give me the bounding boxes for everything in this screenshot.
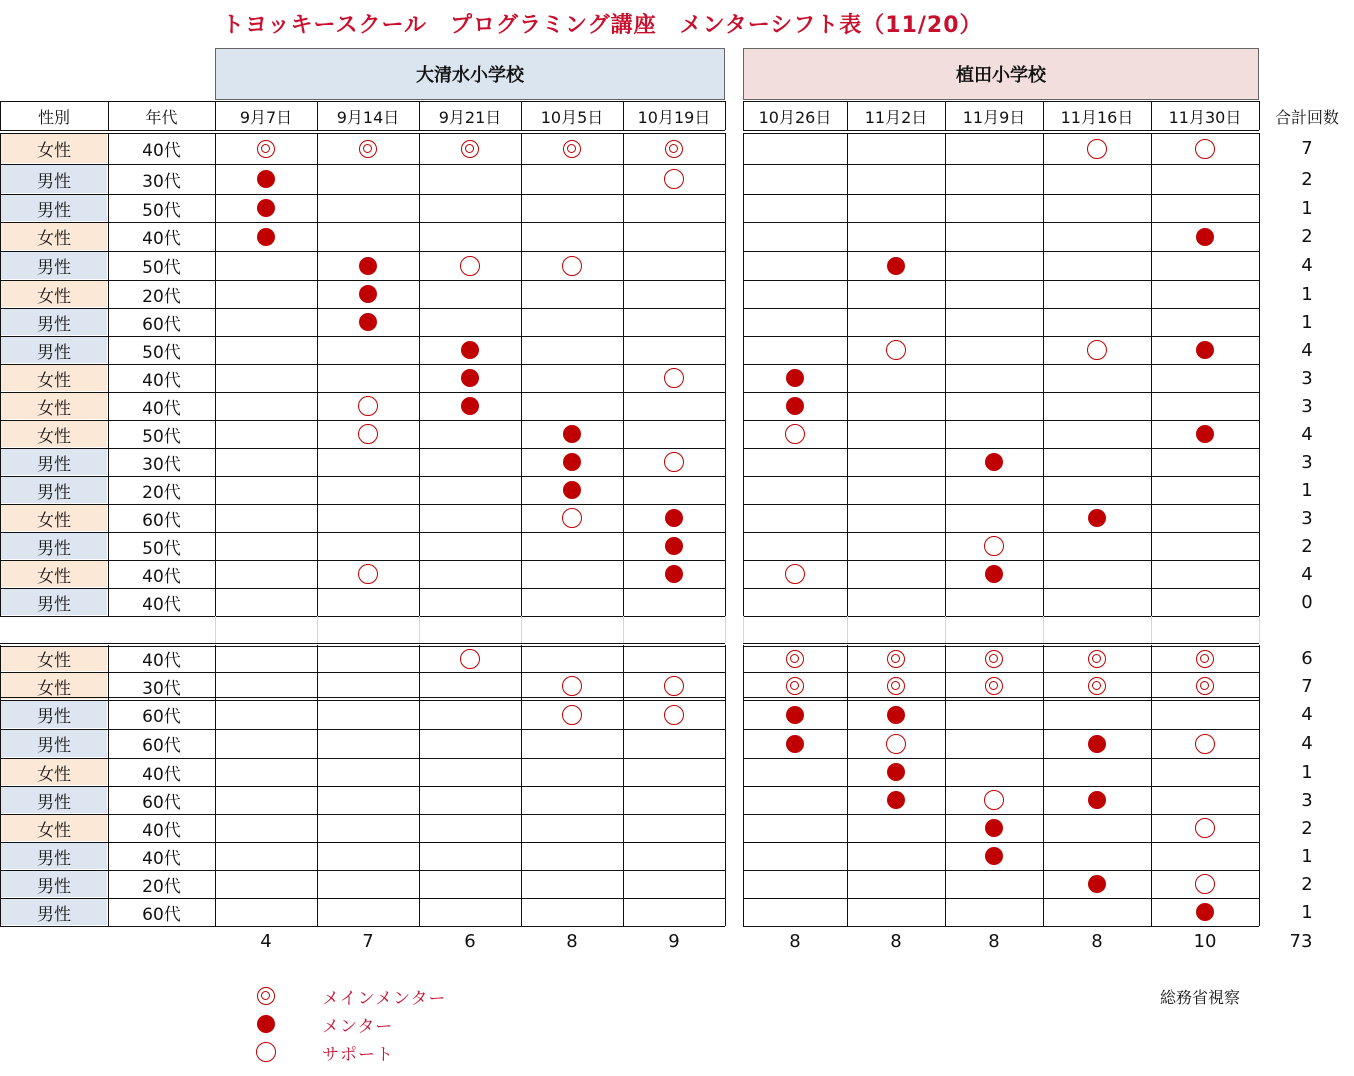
age-cell: 30代 — [142, 454, 181, 475]
mentor-icon — [1196, 425, 1214, 443]
row-total: 3 — [1301, 507, 1313, 529]
support-icon — [1195, 734, 1215, 754]
main-mentor-icon — [1088, 677, 1106, 695]
gender-cell: 男性 — [1, 449, 107, 475]
row-total: 1 — [1301, 283, 1313, 305]
column-total: 7 — [362, 930, 374, 952]
mentor-icon — [887, 257, 905, 275]
grid-line — [1259, 645, 1260, 926]
grid-line — [743, 926, 1259, 927]
row-total: 1 — [1301, 197, 1313, 219]
grid-line — [743, 251, 1259, 252]
grid-line — [945, 101, 946, 130]
blank-gridline — [1259, 616, 1260, 643]
age-cell: 60代 — [142, 904, 181, 925]
grid-line — [743, 532, 1259, 533]
blank-gridline — [521, 616, 522, 643]
mentor-icon — [1088, 791, 1106, 809]
grid-line — [317, 101, 318, 130]
gender-cell: 女性 — [1, 223, 107, 250]
mentor-icon — [359, 285, 377, 303]
mentor-icon — [257, 1015, 275, 1033]
main-mentor-icon — [1196, 677, 1214, 695]
grid-line — [419, 645, 420, 926]
row-total: 4 — [1301, 704, 1313, 725]
observer-note: 総務省視察 — [1160, 988, 1241, 1007]
mentor-icon — [461, 397, 479, 415]
age-cell: 30代 — [142, 678, 181, 699]
support-icon — [562, 705, 582, 725]
main-mentor-icon — [985, 650, 1003, 668]
grid-line — [0, 616, 725, 617]
row-total: 4 — [1301, 255, 1313, 276]
main-mentor-icon — [887, 650, 905, 668]
age-cell: 40代 — [142, 229, 181, 249]
row-total: 0 — [1301, 591, 1313, 613]
grid-line — [743, 130, 1259, 131]
row-total: 1 — [1301, 479, 1313, 501]
support-icon — [785, 424, 805, 444]
grid-line — [743, 672, 1259, 673]
grid-line — [743, 700, 1259, 701]
age-cell: 40代 — [142, 141, 181, 161]
grid-line — [743, 420, 1259, 421]
grid-line — [1259, 133, 1260, 616]
support-icon — [664, 368, 684, 388]
mentor-icon — [1088, 875, 1106, 893]
support-icon — [358, 396, 378, 416]
blank-gridline — [1043, 616, 1044, 643]
grid-line — [743, 194, 1259, 195]
age-cell: 60代 — [142, 736, 181, 756]
grid-line — [1151, 133, 1152, 616]
mentor-icon — [887, 791, 905, 809]
grid-line — [743, 504, 1259, 505]
row-total: 6 — [1301, 648, 1313, 669]
mentor-icon — [563, 425, 581, 443]
support-icon — [886, 734, 906, 754]
mentor-icon — [1088, 509, 1106, 527]
gender-cell: 男性 — [1, 337, 107, 363]
age-cell: 40代 — [142, 566, 181, 587]
date-header: 11月30日 — [1168, 107, 1242, 127]
page-title: トヨッキースクール プログラミング講座 メンターシフト表（11/20） — [222, 13, 983, 38]
age-cell: 60代 — [142, 792, 181, 813]
blank-gridline — [215, 616, 216, 643]
date-header: 11月16日 — [1060, 107, 1134, 127]
grid-line — [521, 133, 522, 616]
grid-line — [108, 101, 109, 130]
main-mentor-icon — [786, 677, 804, 695]
mentor-icon — [563, 453, 581, 471]
row-total: 7 — [1301, 138, 1313, 159]
age-cell: 40代 — [142, 764, 181, 785]
row-total: 4 — [1301, 423, 1313, 445]
grand-total: 73 — [1289, 930, 1313, 952]
grid-line — [0, 700, 725, 701]
mentor-icon — [887, 763, 905, 781]
main-mentor-icon — [257, 140, 275, 158]
support-icon — [664, 452, 684, 472]
column-header-total: 合計回数 — [1274, 107, 1339, 127]
main-mentor-icon — [563, 140, 581, 158]
grid-line — [847, 133, 848, 616]
gender-cell: 男性 — [1, 589, 107, 615]
blank-gridline — [945, 616, 946, 643]
legend-label: メンター — [322, 1017, 394, 1037]
support-icon — [664, 705, 684, 725]
grid-line — [623, 133, 624, 616]
blank-gridline — [317, 616, 318, 643]
legend-label: サポート — [322, 1045, 394, 1065]
grid-line — [743, 758, 1259, 759]
date-header: 10月5日 — [540, 107, 604, 127]
grid-line — [0, 133, 725, 134]
age-cell: 60代 — [142, 314, 181, 335]
support-icon — [1195, 874, 1215, 894]
grid-line — [0, 130, 725, 131]
legend-label: メインメンター — [322, 989, 447, 1009]
mentor-icon — [461, 369, 479, 387]
support-icon — [984, 536, 1004, 556]
blank-gridline — [847, 616, 848, 643]
row-total: 2 — [1301, 535, 1313, 557]
support-icon — [785, 564, 805, 584]
gender-cell: 男性 — [1, 252, 107, 279]
gender-cell: 男性 — [1, 787, 107, 813]
grid-line — [108, 645, 109, 926]
support-icon — [460, 649, 480, 669]
row-total: 2 — [1301, 226, 1313, 247]
grid-line — [419, 133, 420, 616]
age-cell: 60代 — [142, 707, 181, 727]
mentor-icon — [665, 509, 683, 527]
grid-line — [1043, 645, 1044, 926]
mentor-icon — [1088, 735, 1106, 753]
support-icon — [562, 256, 582, 276]
grid-line — [743, 308, 1259, 309]
support-icon — [256, 1042, 276, 1062]
gender-cell: 女性 — [1, 365, 107, 391]
row-total: 1 — [1301, 311, 1313, 333]
mentor-icon — [257, 170, 275, 188]
age-cell: 20代 — [142, 876, 181, 897]
grid-line — [743, 448, 1259, 449]
main-mentor-icon — [786, 650, 804, 668]
support-icon — [1195, 139, 1215, 159]
grid-line — [743, 870, 1259, 871]
grid-line — [743, 643, 1259, 644]
gender-cell: 女性 — [1, 134, 107, 163]
support-icon — [664, 169, 684, 189]
age-cell: 20代 — [142, 482, 181, 503]
row-total: 4 — [1301, 733, 1313, 754]
gender-cell: 男性 — [1, 477, 107, 503]
mentor-icon — [786, 369, 804, 387]
grid-line — [215, 101, 216, 130]
age-cell: 40代 — [142, 848, 181, 869]
grid-line — [0, 926, 725, 927]
row-total: 7 — [1301, 675, 1313, 697]
grid-line — [1151, 101, 1152, 130]
main-mentor-icon — [257, 987, 275, 1005]
gender-cell: 女性 — [1, 759, 107, 785]
column-total: 8 — [1091, 930, 1103, 952]
date-header: 10月19日 — [637, 107, 711, 127]
blank-gridline — [743, 616, 744, 643]
gender-cell: 男性 — [1, 701, 107, 728]
row-total: 2 — [1301, 817, 1313, 839]
grid-line — [743, 364, 1259, 365]
date-header: 9月21日 — [438, 107, 502, 127]
column-header-gender: 性別 — [37, 107, 70, 127]
grid-line — [945, 133, 946, 616]
mentor-icon — [359, 313, 377, 331]
support-icon — [886, 340, 906, 360]
grid-line — [215, 133, 216, 616]
grid-line — [945, 645, 946, 926]
mentor-icon — [786, 397, 804, 415]
main-mentor-icon — [1088, 650, 1106, 668]
mentor-icon — [985, 565, 1003, 583]
date-header: 10月26日 — [758, 107, 832, 127]
column-header-age: 年代 — [145, 107, 178, 127]
age-cell: 20代 — [142, 286, 181, 307]
grid-line — [743, 616, 1259, 617]
main-mentor-icon — [665, 140, 683, 158]
mentor-icon — [665, 537, 683, 555]
grid-line — [743, 786, 1259, 787]
grid-line — [743, 101, 744, 130]
grid-line — [419, 101, 420, 130]
gender-cell: 女性 — [1, 281, 107, 307]
blank-gridline — [419, 616, 420, 643]
mentor-icon — [257, 228, 275, 246]
grid-line — [521, 645, 522, 926]
mentor-icon — [563, 481, 581, 499]
gender-cell: 男性 — [1, 309, 107, 335]
gender-cell: 女性 — [1, 505, 107, 531]
support-icon — [358, 564, 378, 584]
age-cell: 60代 — [142, 510, 181, 531]
main-mentor-icon — [887, 677, 905, 695]
grid-line — [1043, 101, 1044, 130]
main-mentor-icon — [1196, 650, 1214, 668]
grid-line — [743, 280, 1259, 281]
grid-line — [317, 645, 318, 926]
date-header: 9月7日 — [239, 107, 293, 127]
grid-line — [847, 101, 848, 130]
row-total: 3 — [1301, 367, 1313, 389]
mentor-icon — [1196, 903, 1214, 921]
grid-line — [743, 392, 1259, 393]
support-icon — [1087, 340, 1107, 360]
grid-line — [1151, 645, 1152, 926]
grid-line — [725, 133, 726, 616]
grid-line — [0, 133, 1, 616]
main-mentor-icon — [461, 140, 479, 158]
row-total: 4 — [1301, 339, 1313, 361]
column-total: 8 — [789, 930, 801, 952]
column-total: 6 — [464, 930, 476, 952]
gender-cell: 男性 — [1, 533, 107, 559]
support-icon — [562, 676, 582, 696]
age-cell: 40代 — [142, 651, 181, 671]
gender-cell: 男性 — [1, 730, 107, 757]
row-total: 3 — [1301, 789, 1313, 811]
support-icon — [1087, 139, 1107, 159]
school-header-oshimizu: 大清水小学校 — [215, 48, 725, 100]
grid-line — [725, 645, 726, 926]
gender-cell: 女性 — [1, 393, 107, 419]
mentor-icon — [887, 706, 905, 724]
grid-line — [317, 133, 318, 616]
row-total: 1 — [1301, 845, 1313, 867]
grid-line — [743, 133, 744, 616]
grid-line — [743, 560, 1259, 561]
age-cell: 50代 — [142, 258, 181, 278]
gender-cell: 女性 — [1, 815, 107, 841]
grid-line — [623, 645, 624, 926]
mentor-icon — [786, 735, 804, 753]
grid-line — [623, 101, 624, 130]
gender-cell: 男性 — [1, 871, 107, 897]
grid-line — [743, 646, 1259, 647]
age-cell: 50代 — [142, 426, 181, 447]
mentor-icon — [1196, 228, 1214, 246]
grid-line — [743, 101, 1259, 102]
grid-line — [847, 645, 848, 926]
grid-line — [743, 336, 1259, 337]
row-total: 3 — [1301, 451, 1313, 473]
grid-line — [743, 645, 744, 926]
grid-line — [521, 101, 522, 130]
grid-line — [0, 643, 725, 644]
column-total: 8 — [988, 930, 1000, 952]
column-total: 4 — [260, 930, 272, 952]
mentor-icon — [257, 199, 275, 217]
support-icon — [664, 676, 684, 696]
school-header-ueda: 植田小学校 — [743, 48, 1259, 100]
age-cell: 30代 — [142, 171, 181, 192]
support-icon — [460, 256, 480, 276]
age-cell: 50代 — [142, 342, 181, 363]
column-total: 9 — [668, 930, 680, 952]
grid-line — [743, 814, 1259, 815]
grid-line — [0, 646, 725, 647]
grid-line — [215, 645, 216, 926]
gender-cell: 男性 — [1, 165, 107, 193]
mentor-icon — [985, 453, 1003, 471]
mentor-icon — [1196, 341, 1214, 359]
row-total: 2 — [1301, 873, 1313, 895]
mentor-icon — [359, 257, 377, 275]
gender-cell: 女性 — [1, 561, 107, 587]
grid-line — [1259, 101, 1260, 130]
date-header: 11月9日 — [962, 107, 1026, 127]
date-header: 11月2日 — [864, 107, 928, 127]
grid-line — [743, 164, 1259, 165]
row-total: 1 — [1301, 761, 1313, 783]
grid-line — [743, 588, 1259, 589]
gender-cell: 男性 — [1, 843, 107, 869]
grid-line — [743, 476, 1259, 477]
grid-line — [0, 645, 1, 926]
column-total: 8 — [566, 930, 578, 952]
age-cell: 40代 — [142, 594, 181, 615]
grid-line — [0, 101, 1, 130]
support-icon — [358, 424, 378, 444]
row-total: 3 — [1301, 395, 1313, 417]
gender-cell: 男性 — [1, 899, 107, 925]
age-cell: 40代 — [142, 398, 181, 419]
gender-cell: 女性 — [1, 673, 107, 699]
mentor-icon — [985, 847, 1003, 865]
grid-line — [743, 697, 1259, 698]
age-cell: 50代 — [142, 200, 181, 221]
blank-gridline — [725, 616, 726, 643]
main-mentor-icon — [985, 677, 1003, 695]
gender-cell: 女性 — [1, 646, 107, 671]
gender-cell: 男性 — [1, 195, 107, 221]
main-mentor-icon — [359, 140, 377, 158]
support-icon — [562, 508, 582, 528]
grid-line — [725, 101, 726, 130]
row-total: 1 — [1301, 901, 1313, 923]
column-total: 10 — [1193, 930, 1217, 952]
blank-gridline — [1151, 616, 1152, 643]
grid-line — [743, 133, 1259, 134]
support-icon — [1195, 818, 1215, 838]
mentor-icon — [985, 819, 1003, 837]
grid-line — [1043, 133, 1044, 616]
blank-gridline — [623, 616, 624, 643]
mentor-icon — [665, 565, 683, 583]
mentor-icon — [786, 706, 804, 724]
mentor-icon — [461, 341, 479, 359]
date-header: 9月14日 — [336, 107, 400, 127]
grid-line — [743, 898, 1259, 899]
gender-cell: 女性 — [1, 421, 107, 447]
grid-line — [743, 729, 1259, 730]
grid-line — [743, 842, 1259, 843]
row-total: 4 — [1301, 563, 1313, 585]
age-cell: 40代 — [142, 370, 181, 391]
row-total: 2 — [1301, 168, 1313, 190]
grid-line — [108, 133, 109, 616]
grid-line — [0, 697, 725, 698]
grid-line — [743, 222, 1259, 223]
age-cell: 40代 — [142, 820, 181, 841]
column-total: 8 — [890, 930, 902, 952]
age-cell: 50代 — [142, 538, 181, 559]
support-icon — [984, 790, 1004, 810]
